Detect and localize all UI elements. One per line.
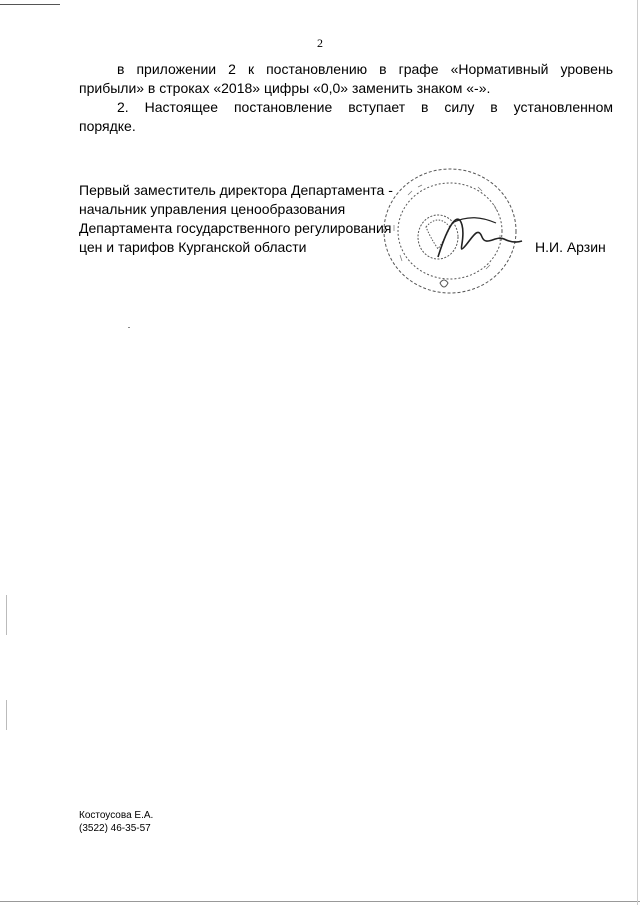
scan-edge-right: [637, 0, 638, 905]
position-line: цен и тарифов Курганской области: [79, 239, 307, 255]
paragraph-1-line-1: в приложении 2 к постановлению в графе «Нормативный уровень: [117, 61, 613, 77]
scan-edge-bottom: [0, 901, 640, 902]
executor-info: [79, 809, 153, 835]
executor-name: Костоусова Е.А.: [79, 810, 154, 821]
page-number: 2: [317, 36, 323, 50]
scan-edge-left: [6, 700, 7, 730]
position-line: начальник управления ценообразования: [79, 201, 346, 217]
signatory-position: [79, 181, 393, 257]
position-line: Департамента государственного регулирования: [79, 220, 392, 236]
scan-edge-top: [0, 4, 60, 5]
executor-phone: (3522) 46-35-57: [79, 823, 151, 834]
paragraph-2-line-1: 2. Настоящее постановление вступает в силу в установленном: [117, 99, 613, 115]
body-text: [79, 60, 613, 136]
paragraph-1-line-2: прибыли» в строках «2018» цифры «0,0» заменить знаком «-».: [79, 80, 491, 96]
signature-scribble: [438, 219, 522, 257]
signatory-name: Н.И. Арзин: [535, 239, 606, 255]
scan-edge-left: [6, 595, 7, 635]
position-line: Первый заместитель директора Департамента -: [79, 182, 393, 198]
official-seal-stamp: [378, 165, 528, 300]
paragraph-2-line-2: порядке.: [79, 118, 136, 134]
scan-speck: [128, 327, 130, 328]
